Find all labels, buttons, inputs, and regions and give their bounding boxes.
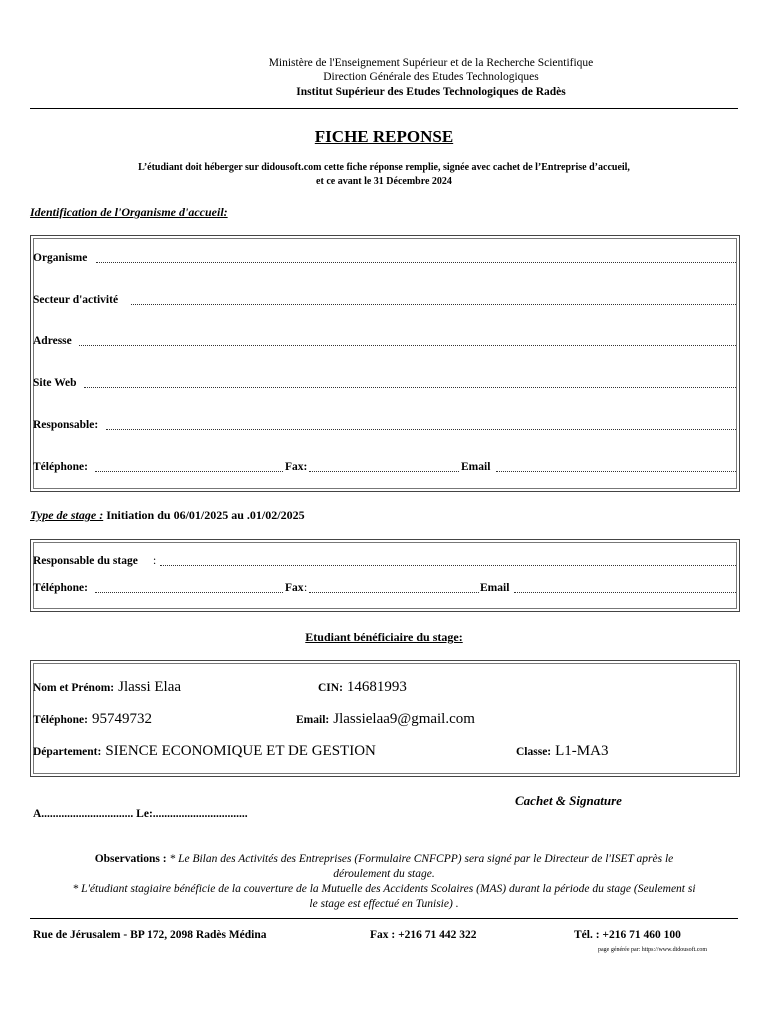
responsable-label: Responsable: <box>33 419 99 431</box>
student-tel-label: Téléphone: <box>33 714 88 726</box>
student-name-row <box>33 678 181 696</box>
direction-line: Direction Générale des Etudes Technologiques <box>323 71 539 83</box>
org-fax-label: Fax: <box>285 461 308 473</box>
student-email-value: Jlassielaa9@gmail.com <box>333 711 475 727</box>
stage-type-label: Type de stage : <box>30 508 104 522</box>
student-dept-label: Département: <box>33 746 102 758</box>
org-fax-field[interactable] <box>309 471 459 472</box>
stage-fax-colon: : <box>304 582 308 594</box>
organisme-box <box>30 235 740 492</box>
institute-line: Institut Supérieur des Etudes Technologiques de Radès <box>296 86 566 98</box>
org-telephone-label: Téléphone: <box>33 461 88 473</box>
organisme-field[interactable] <box>96 262 736 263</box>
observations-text-1: * Le Bilan des Activités des Entreprises (Formulaire CNFCPP) sera signé par le Directeur de l'ISET après le <box>169 853 674 865</box>
stage-responsable-label: Responsable du stage <box>33 555 138 567</box>
student-classe-row <box>516 742 608 760</box>
stage-email-label: Email <box>480 582 510 594</box>
stage-telephone-field[interactable] <box>95 592 283 593</box>
page-title: FICHE REPONSE <box>314 127 454 146</box>
observations-label: Observations : <box>94 853 167 865</box>
stage-email-field[interactable] <box>514 592 736 593</box>
adresse-label: Adresse <box>33 335 72 347</box>
student-dept-row <box>33 742 376 760</box>
org-telephone-field[interactable] <box>95 471 283 472</box>
stage-fax-label: Fax <box>285 582 304 594</box>
place-date-line: A................................ Le:................................. <box>33 808 248 820</box>
stage-type-row <box>30 508 305 523</box>
instruction-line-1: L’étudiant doit héberger sur didousoft.com cette fiche réponse remplie, signée avec cachet de l’Entreprise d’accueil, <box>138 162 630 173</box>
responsable-field[interactable] <box>106 429 736 430</box>
observations-line-3: * L'étudiant stagiaire bénéficie de la couverture de la Mutuelle des Accidents Scolaires (MAS) durant la période du stage (Seulement si <box>72 883 696 895</box>
footer-generated-by: page générée par: https://www.didousoft.com <box>598 947 708 953</box>
student-email-row <box>296 710 475 728</box>
secteur-field[interactable] <box>131 304 736 305</box>
footer-address: Rue de Jérusalem - BP 172, 2098 Radès Médina <box>33 929 267 941</box>
student-tel-row <box>33 710 152 728</box>
student-name-value: Jlassi Elaa <box>118 679 182 695</box>
student-classe-label: Classe: <box>516 746 552 758</box>
org-email-field[interactable] <box>496 471 736 472</box>
site-web-label: Site Web <box>33 377 77 389</box>
site-web-field[interactable] <box>84 387 736 388</box>
student-cin-label: CIN: <box>318 682 343 694</box>
ministry-line: Ministère de l'Enseignement Supérieur et de la Recherche Scientifique <box>268 57 594 69</box>
stage-fax-field[interactable] <box>309 592 479 593</box>
secteur-label: Secteur d'activité <box>33 294 119 306</box>
org-section-heading: Identification de l'Organisme d'accueil: <box>30 205 228 219</box>
footer-fax: Fax : +216 71 442 322 <box>370 929 477 941</box>
footer-tel: Tél. : +216 71 460 100 <box>574 929 681 941</box>
student-email-label: Email: <box>296 714 330 726</box>
observations-line-1 <box>30 853 738 865</box>
student-cin-row <box>318 678 407 696</box>
footer-divider <box>30 918 738 919</box>
header-divider <box>30 108 738 109</box>
adresse-field[interactable] <box>79 345 736 346</box>
observations-line-4: le stage est effectué en Tunisie) . <box>309 898 459 910</box>
cachet-signature-label: Cachet & Signature <box>515 793 622 808</box>
organisme-label: Organisme <box>33 252 88 264</box>
observations-line-2: déroulement du stage. <box>333 868 435 880</box>
stage-responsable-field[interactable] <box>160 565 736 566</box>
student-name-label: Nom et Prénom: <box>33 682 115 694</box>
stage-responsable-box <box>30 539 740 612</box>
stage-telephone-label: Téléphone: <box>33 582 88 594</box>
student-tel-value: 95749732 <box>91 711 152 727</box>
instruction-line-2: et ce avant le 31 Décembre 2024 <box>316 176 452 187</box>
student-dept-value: SIENCE ECONOMIQUE ET DE GESTION <box>105 743 376 759</box>
student-classe-value: L1-MA3 <box>555 743 609 759</box>
student-cin-value: 14681993 <box>346 679 407 695</box>
student-section-heading: Etudiant bénéficiaire du stage: <box>305 630 463 644</box>
stage-type-value: Initiation du 06/01/2025 au .01/02/2025 <box>106 508 305 522</box>
stage-responsable-colon: : <box>153 555 157 567</box>
org-email-label: Email <box>461 461 491 473</box>
